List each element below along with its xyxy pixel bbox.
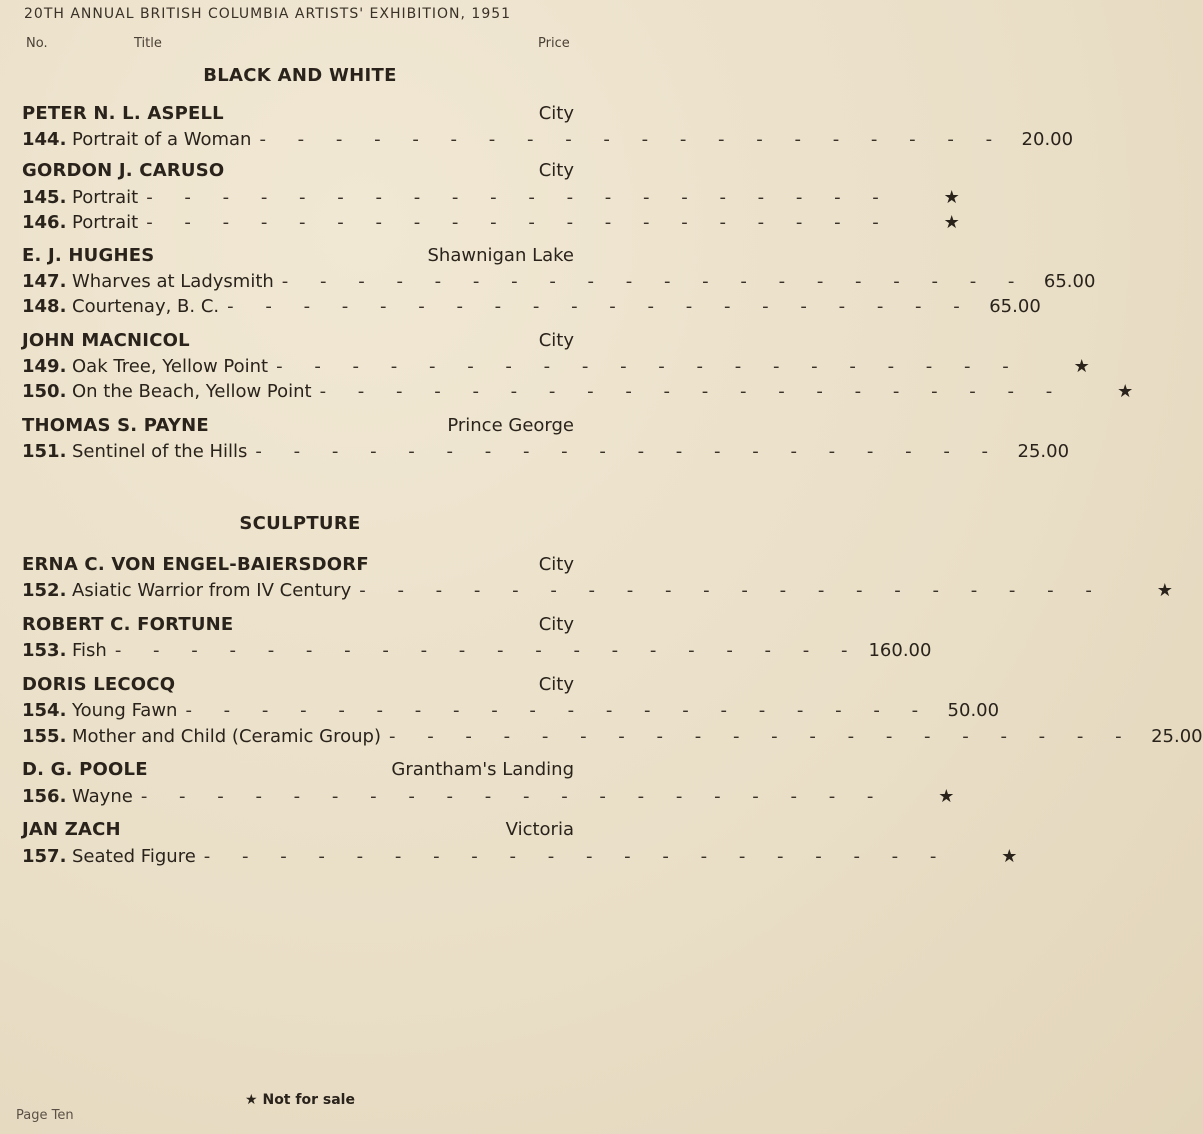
leader-dots: - - - - - - - - - - - - - - - - - - - - — [146, 212, 892, 233]
work-row — [22, 846, 1018, 867]
work-price: 25.00 — [1017, 441, 1070, 462]
artist-name: E. J. HUGHES — [22, 245, 155, 266]
work-row — [22, 441, 1070, 462]
work-number: 152. — [22, 580, 67, 601]
work-number: 147. — [22, 271, 67, 292]
leader-dots: - - - - - - - - - - - - - - - - - - - - — [255, 441, 1002, 462]
page-number: Page Ten — [16, 1108, 74, 1123]
artist-location: City — [538, 103, 574, 124]
work-price: 160.00 — [868, 640, 932, 661]
work-number: 145. — [22, 187, 67, 208]
work-row — [22, 212, 960, 233]
section-title-sculpture: SCULPTURE — [239, 513, 361, 534]
artist-name: THOMAS S. PAYNE — [22, 415, 209, 436]
work-number: 151. — [22, 441, 67, 462]
leader-dots: - - - - - - - - - - - - - - - - - - - - — [389, 726, 1135, 747]
artist-name: DORIS LECOCQ — [22, 674, 176, 695]
leader-dots: - - - - - - - - - - - - - - - - - - - - — [140, 786, 887, 807]
artist-location: Grantham's Landing — [391, 759, 574, 780]
work-number: 148. — [22, 296, 67, 317]
work-price: ★ — [1156, 580, 1173, 601]
work-row — [22, 580, 1173, 601]
artist-name: PETER N. L. ASPELL — [22, 103, 224, 124]
leader-dots: - - - - - - - - - - - - - - - - - - - - — [281, 271, 1028, 292]
work-price: ★ — [938, 786, 955, 807]
work-price: 65.00 — [989, 296, 1041, 317]
work-title: Portrait — [72, 212, 139, 233]
work-row — [22, 640, 932, 661]
artist-row — [22, 759, 574, 780]
work-title: Young Fawn — [72, 700, 178, 721]
work-title: Sentinel of the Hills — [72, 441, 248, 462]
artist-name: D. G. POOLE — [22, 759, 148, 780]
artist-location: City — [538, 674, 574, 695]
work-row — [22, 356, 1090, 377]
work-row — [22, 786, 955, 807]
work-number: 144. — [22, 129, 67, 150]
work-price: 65.00 — [1043, 271, 1096, 292]
artist-location: City — [538, 160, 574, 181]
artist-name: JAN ZACH — [22, 819, 121, 840]
leader-dots: - - - - - - - - - - - - - - - - - - - - — [114, 640, 861, 661]
artist-row — [22, 674, 574, 695]
work-title: Seated Figure — [72, 846, 196, 867]
leader-dots: - - - - - - - - - - - - - - - - - - - - — [227, 296, 973, 317]
column-header-price: Price — [538, 36, 570, 51]
artist-location: City — [538, 554, 574, 575]
artist-row — [22, 245, 574, 266]
work-row — [22, 700, 1000, 721]
work-price: ★ — [943, 212, 960, 233]
work-title: Wharves at Ladysmith — [72, 271, 274, 292]
work-title: Portrait — [72, 187, 139, 208]
artist-name: ROBERT C. FORTUNE — [22, 614, 234, 635]
work-number: 155. — [22, 726, 67, 747]
work-title: Asiatic Warrior from IV Century — [72, 580, 352, 601]
work-row — [22, 187, 960, 208]
leader-dots: - - - - - - - - - - - - - - - - - - - - — [276, 356, 1022, 377]
work-price: 50.00 — [947, 700, 1000, 721]
artist-location: City — [538, 330, 574, 351]
footnote-not-for-sale: ★ Not for sale — [245, 1092, 355, 1108]
work-title: Fish — [72, 640, 107, 661]
page-header: 20TH ANNUAL BRITISH COLUMBIA ARTISTS' EXHIBITION, 1951 — [24, 6, 512, 22]
work-price: ★ — [1073, 356, 1090, 377]
artist-location: Victoria — [505, 819, 574, 840]
work-price: ★ — [1001, 846, 1018, 867]
work-price: 20.00 — [1021, 129, 1074, 150]
work-row — [22, 271, 1096, 292]
artist-row — [22, 415, 574, 436]
work-row — [22, 296, 1041, 317]
work-title: Courtenay, B. C. — [72, 296, 220, 317]
artist-location: Prince George — [447, 415, 574, 436]
work-number: 149. — [22, 356, 67, 377]
artist-name: GORDON J. CARUSO — [22, 160, 225, 181]
leader-dots: - - - - - - - - - - - - - - - - - - - - — [319, 381, 1066, 402]
column-header-number: No. — [26, 36, 48, 51]
work-row — [22, 129, 1074, 150]
artist-row — [22, 819, 574, 840]
artist-row — [22, 103, 574, 124]
artist-location: City — [538, 614, 574, 635]
work-title: On the Beach, Yellow Point — [72, 381, 312, 402]
artist-name: ERNA C. VON ENGEL-BAIERSDORF — [22, 554, 369, 575]
artist-row — [22, 614, 574, 635]
artist-row — [22, 554, 574, 575]
work-title: Oak Tree, Yellow Point — [72, 356, 269, 377]
work-row — [22, 726, 1203, 747]
section-title-black-and-white: BLACK AND WHITE — [203, 65, 397, 86]
work-number: 156. — [22, 786, 67, 807]
work-number: 154. — [22, 700, 67, 721]
artist-location: Shawnigan Lake — [427, 245, 574, 266]
artist-row — [22, 330, 574, 351]
work-number: 153. — [22, 640, 67, 661]
leader-dots: - - - - - - - - - - - - - - - - - - - - — [203, 846, 950, 867]
work-number: 150. — [22, 381, 67, 402]
leader-dots: - - - - - - - - - - - - - - - - - - - - — [185, 700, 932, 721]
leader-dots: - - - - - - - - - - - - - - - - - - - - — [259, 129, 1006, 150]
column-header-title: Title — [134, 36, 162, 51]
leader-dots: - - - - - - - - - - - - - - - - - - - - — [359, 580, 1105, 601]
work-price: ★ — [1117, 381, 1134, 402]
work-title: Portrait of a Woman — [72, 129, 252, 150]
work-row — [22, 381, 1134, 402]
artist-name: JOHN MACNICOL — [22, 330, 190, 351]
work-price: ★ — [943, 187, 960, 208]
work-number: 157. — [22, 846, 67, 867]
work-title: Mother and Child (Ceramic Group) — [72, 726, 381, 747]
work-price: 25.00 — [1151, 726, 1203, 747]
artist-row — [22, 160, 574, 181]
work-title: Wayne — [72, 786, 133, 807]
work-number: 146. — [22, 212, 67, 233]
leader-dots: - - - - - - - - - - - - - - - - - - - - — [146, 187, 892, 208]
